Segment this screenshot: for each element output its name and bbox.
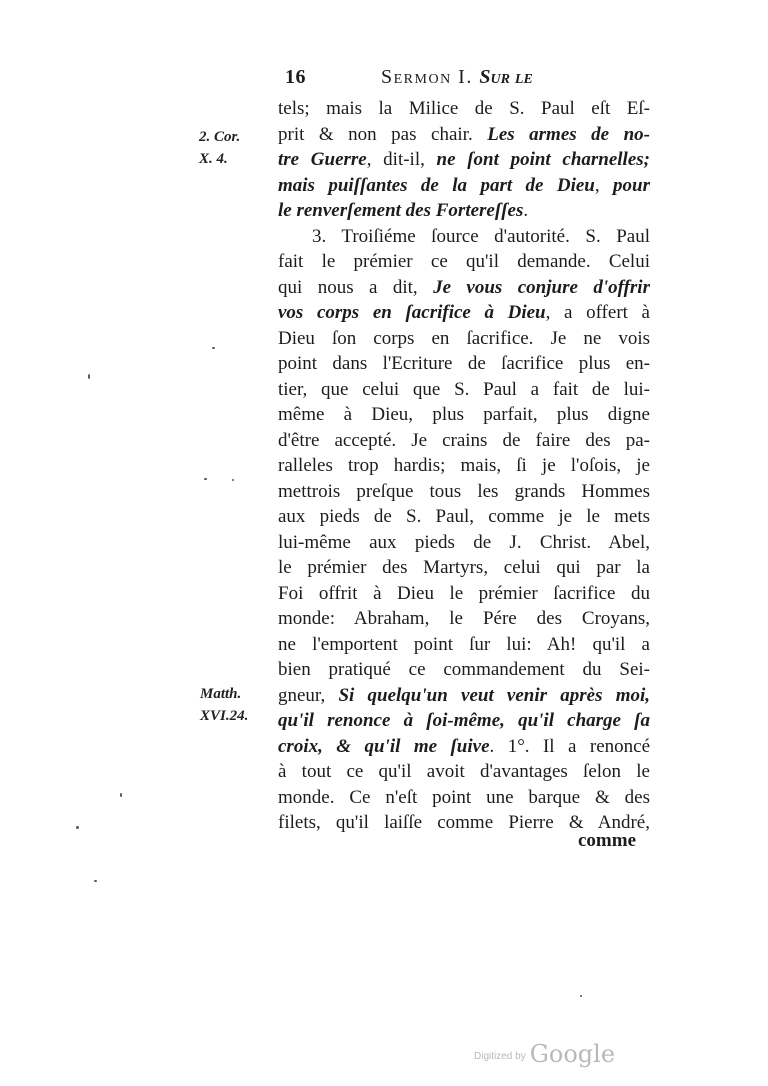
text-line xyxy=(278,555,650,581)
ink-speck xyxy=(76,826,79,829)
text-run: . xyxy=(523,200,529,221)
italic-quote-run: mais puiſſantes de la part de Dieu xyxy=(278,174,595,196)
ink-speck xyxy=(212,347,215,349)
text-line xyxy=(278,377,650,403)
text-line xyxy=(278,224,650,250)
italic-quote-run: Si quelqu'un veut venir après moi, xyxy=(338,684,651,706)
text-run: lui-même aux pieds de J. Christ. Abel, xyxy=(278,531,650,553)
text-line xyxy=(278,683,650,709)
text-line xyxy=(278,708,650,734)
text-line xyxy=(278,479,650,505)
text-line xyxy=(278,504,650,530)
text-run: même à Dieu, plus parfait, plus digne xyxy=(278,404,650,425)
text-run: 3. Troiſiéme ſource d'autorité. S. Paul xyxy=(312,225,650,247)
text-line xyxy=(278,734,650,760)
italic-quote-run: le renverſement des Fortereſſes xyxy=(278,200,524,221)
text-run: prit & non pas chair. xyxy=(278,123,488,145)
italic-quote-run: tre Guerre xyxy=(278,149,367,170)
ink-speck xyxy=(94,880,97,882)
page-number: 16 xyxy=(285,66,306,88)
text-run: . 1°. Il a renoncé xyxy=(489,735,650,757)
text-run: ralleles trop hardis; mais, ſi je l'oſois, je xyxy=(278,455,650,476)
text-line xyxy=(278,453,650,479)
text-line xyxy=(278,785,650,811)
italic-quote-run: qu'il renonce à ſoi-même, qu'il charge ſa xyxy=(278,710,650,731)
running-title: Sermon I. Sur le xyxy=(381,66,533,88)
text-run: , a offert à xyxy=(545,302,650,323)
text-line xyxy=(278,173,650,199)
running-head xyxy=(285,66,625,96)
body-text xyxy=(278,96,650,836)
text-line xyxy=(278,198,650,224)
text-line xyxy=(278,275,650,301)
text-line xyxy=(278,632,650,658)
text-run: , xyxy=(594,174,614,196)
text-run: fait le prémier ce qu'il demande. Celui xyxy=(278,251,650,272)
text-run: Foi offrit à Dieu le prémier ſacrifice du xyxy=(278,582,650,604)
text-run: tier, que celui que S. Paul a fait de lui- xyxy=(278,378,650,400)
text-run: mettrois preſque tous les grands Hommes xyxy=(278,480,650,502)
text-line xyxy=(278,530,650,556)
text-run: Dieu ſon corps en ſacrifice. Je ne vois xyxy=(278,327,650,349)
text-run: d'être accepté. Je crains de faire des pa- xyxy=(278,429,650,451)
text-line xyxy=(278,428,650,454)
ink-speck xyxy=(88,374,90,379)
text-line xyxy=(278,351,650,377)
text-line xyxy=(278,759,650,785)
text-line xyxy=(278,96,650,122)
text-run: aux pieds de S. Paul, comme je le mets xyxy=(278,506,650,527)
text-run: qui nous a dit, xyxy=(278,276,434,298)
text-run: le prémier des Martyrs, celui qui par la xyxy=(278,557,650,578)
text-run: point dans l'Ecriture de ſacrifice plus en- xyxy=(278,353,650,374)
text-run: monde: Abraham, le Pére des Croyans, xyxy=(278,608,650,629)
text-line xyxy=(278,402,650,428)
text-line xyxy=(278,300,650,326)
ink-speck xyxy=(204,478,207,480)
catchword: comme xyxy=(578,830,637,851)
google-logo: Google xyxy=(529,1040,616,1068)
text-run: bien pratiqué ce commandement du Sei- xyxy=(278,659,650,680)
running-title-italic: Sur le xyxy=(479,66,533,88)
margin-note-matth: Matth. XVI.24. xyxy=(200,686,249,724)
text-run: gneur, xyxy=(278,684,339,706)
text-run: filets, qu'il laiſſe comme Pierre & André, xyxy=(278,812,650,833)
ink-speck xyxy=(120,793,122,797)
text-line xyxy=(278,249,650,275)
text-run: ne l'emportent point ſur lui: Ah! qu'il a xyxy=(278,633,650,655)
text-run: , dit-il, xyxy=(366,149,437,170)
italic-quote-run: pour xyxy=(613,174,650,196)
digitized-by-google-watermark: Digitized by Google xyxy=(474,1040,616,1068)
italic-quote-run: croix, & qu'il me ſuive xyxy=(278,735,490,757)
text-run: à tout ce qu'il avoit d'avantages ſelon le xyxy=(278,761,650,782)
italic-quote-run: Je vous conjure d'offrir xyxy=(433,276,650,298)
text-line xyxy=(278,326,650,352)
italic-quote-run: Les armes de no- xyxy=(487,123,651,145)
text-line xyxy=(278,147,650,173)
italic-quote-run: vos corps en ſacrifice à Dieu xyxy=(278,302,546,323)
text-line xyxy=(278,657,650,683)
text-run: monde. Ce n'eſt point une barque & des xyxy=(278,786,650,808)
text-run: tels; mais la Milice de S. Paul eſt Eſ- xyxy=(278,98,650,119)
italic-quote-run: ne ſont point charnelles; xyxy=(436,149,650,170)
text-line xyxy=(278,581,650,607)
text-line xyxy=(278,606,650,632)
ink-speck xyxy=(232,479,234,481)
ink-speck xyxy=(580,995,582,997)
margin-note-2-cor: 2. Cor. X. 4. xyxy=(199,129,241,167)
text-line xyxy=(278,122,650,148)
